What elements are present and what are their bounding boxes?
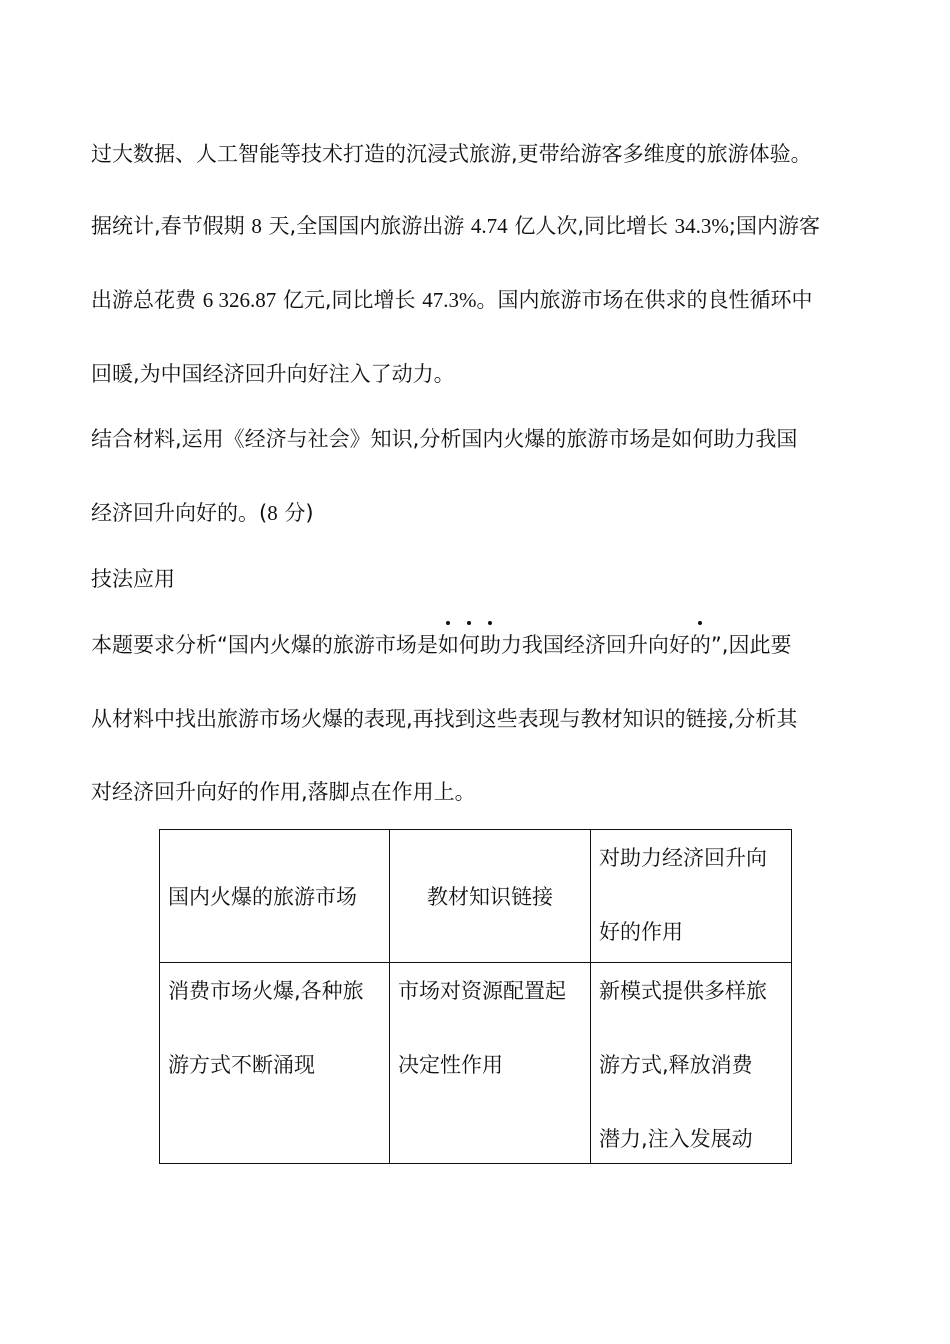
question-line-2 [91, 499, 314, 527]
header-text: 对助力经济回升向 [599, 846, 767, 870]
table-cell [390, 963, 591, 1164]
text: 回暖,为中国经济回升向好注入了动力。 [91, 362, 455, 386]
method-line-1 [91, 631, 791, 659]
text: ;国内游客 [728, 214, 820, 238]
text: 亿人次,同比增长 [507, 214, 675, 238]
header-text: 教材知识链接 [427, 885, 553, 909]
question-line-1 [91, 425, 797, 453]
table-cell [160, 963, 390, 1164]
number: 4.74 [470, 214, 508, 238]
text: 亿元,同比增长 [276, 288, 423, 312]
text: 出游总花费 [91, 288, 203, 312]
cell-text: 新模式提供多样旅 [599, 979, 767, 1003]
text: 。国内旅游市场在供求的良性循环中 [476, 288, 813, 312]
text: 力我国经济回升向好 [500, 633, 690, 657]
text: 从材料中找出旅游市场火爆的表现,再找到这些表现与教材知识的链接,分析其 [91, 707, 798, 731]
text: 经济回升向好的。( [91, 501, 268, 525]
text: 过大数据、人工智能等技术打造的沉浸式旅游,更带给游客多维度的旅游体验。 [91, 142, 812, 166]
emphasis-char: 何 [458, 633, 480, 657]
header-cell [160, 830, 390, 963]
header-cell [591, 830, 792, 963]
section-heading [91, 565, 175, 593]
paragraph-line-1 [91, 140, 812, 168]
cell-text: 消费市场火爆,各种旅 [168, 979, 364, 1003]
cell-text: 游方式,释放消费 [599, 1053, 753, 1077]
table-row [160, 963, 792, 1164]
cell-text: 决定性作用 [398, 1053, 503, 1077]
emphasis-char: 助 [479, 633, 501, 657]
table-header-row [160, 830, 792, 963]
number: 34.3% [674, 214, 729, 238]
table-cell [591, 963, 792, 1164]
text: ”,因此要 [710, 633, 792, 657]
text: 据统计,春节假期 [91, 214, 252, 238]
method-line-3 [91, 778, 476, 806]
text: 对经济回升向好的作用,落脚点在作用上。 [91, 780, 476, 804]
emphasis-char: 的 [689, 633, 711, 657]
text: 天,全国国内旅游出游 [261, 214, 471, 238]
text: 本题要求分析“国内火爆的旅游市场是 [91, 633, 438, 657]
cell-text: 游方式不断涌现 [168, 1053, 315, 1077]
number: 6 326.87 [202, 288, 277, 312]
header-cell [390, 830, 591, 963]
heading-text: 技法应用 [91, 567, 175, 591]
method-line-2 [91, 705, 797, 733]
paragraph-line-2 [91, 212, 820, 240]
emphasis-char: 如 [437, 633, 459, 657]
text: 分) [277, 501, 314, 525]
cell-text: 市场对资源配置起 [398, 979, 566, 1003]
header-text: 好的作用 [599, 920, 683, 944]
cell-text: 潜力,注入发展动 [599, 1127, 753, 1151]
paragraph-line-4 [91, 360, 455, 388]
paragraph-line-3 [91, 286, 812, 314]
analysis-table [159, 829, 792, 1164]
header-text: 国内火爆的旅游市场 [168, 885, 357, 909]
number: 8 [251, 214, 262, 238]
number: 47.3% [422, 288, 477, 312]
text: 结合材料,运用《经济与社会》知识,分析国内火爆的旅游市场是如何助力我国 [91, 427, 798, 451]
number: 8 [267, 501, 278, 525]
